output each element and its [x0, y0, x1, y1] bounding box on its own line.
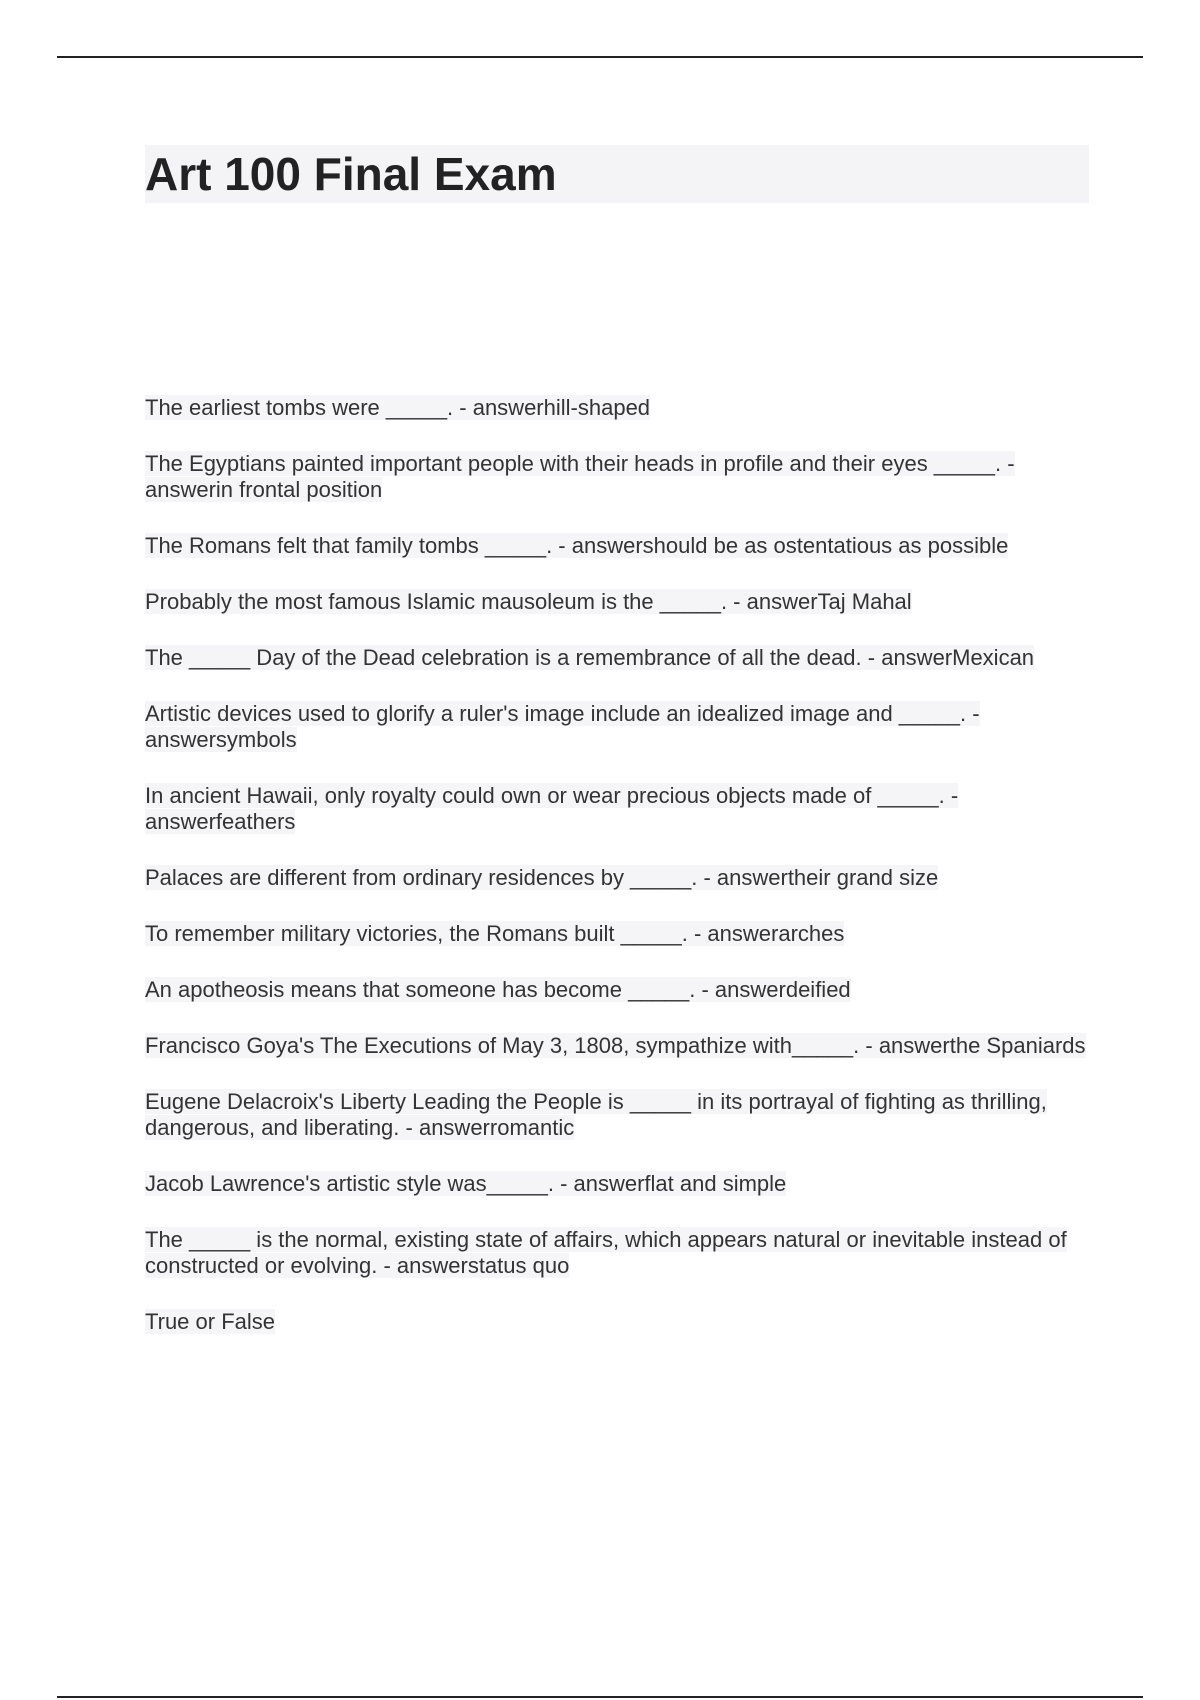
qa-text: Francisco Goya's The Executions of May 3, 1808, sympathize with_____. - answerthe Spaniards — [145, 1033, 1086, 1058]
qa-text: An apotheosis means that someone has become _____. - answerdeified — [145, 977, 851, 1002]
qa-text: True or False — [145, 1309, 276, 1334]
qa-item — [145, 589, 1095, 615]
qa-item — [145, 783, 1095, 835]
qa-item — [145, 533, 1095, 559]
qa-item — [145, 395, 1095, 421]
qa-item — [145, 865, 1095, 891]
qa-item — [145, 1089, 1095, 1141]
qa-text: Eugene Delacroix's Liberty Leading the People is _____ in its portrayal of fighting as thrilling, dangerous, and liberating. - answerromantic — [145, 1089, 1047, 1140]
qa-item — [145, 1309, 1095, 1335]
qa-text: Jacob Lawrence's artistic style was_____. - answerflat and simple — [145, 1171, 787, 1196]
top-divider — [57, 56, 1143, 58]
qa-text: The Egyptians painted important people with their heads in profile and their eyes _____. - answerin frontal position — [145, 451, 1015, 502]
bottom-divider — [57, 1696, 1143, 1698]
qa-item — [145, 1227, 1095, 1279]
qa-text: The Romans felt that family tombs _____. - answershould be as ostentatious as possible — [145, 533, 1009, 558]
qa-text: The _____ is the normal, existing state of affairs, which appears natural or inevitable instead of constructed or evolving. - answerstatus quo — [145, 1227, 1067, 1278]
qa-text: Probably the most famous Islamic mausoleum is the _____. - answerTaj Mahal — [145, 589, 912, 614]
qa-text: In ancient Hawaii, only royalty could own or wear precious objects made of _____. - answerfeathers — [145, 783, 959, 834]
question-list — [145, 395, 1095, 1365]
document-title: Art 100 Final Exam — [145, 148, 557, 200]
qa-item — [145, 701, 1095, 753]
qa-item — [145, 451, 1095, 503]
qa-text: Artistic devices used to glorify a ruler's image include an idealized image and _____. - answersymbols — [145, 701, 980, 752]
qa-text: Palaces are different from ordinary residences by _____. - answertheir grand size — [145, 865, 939, 890]
qa-item — [145, 1171, 1095, 1197]
qa-item — [145, 1033, 1095, 1059]
qa-text: The _____ Day of the Dead celebration is a remembrance of all the dead. - answerMexican — [145, 645, 1035, 670]
qa-item — [145, 977, 1095, 1003]
qa-item — [145, 921, 1095, 947]
qa-text: To remember military victories, the Romans built _____. - answerarches — [145, 921, 845, 946]
qa-item — [145, 645, 1095, 671]
qa-text: The earliest tombs were _____. - answerhill-shaped — [145, 395, 651, 420]
